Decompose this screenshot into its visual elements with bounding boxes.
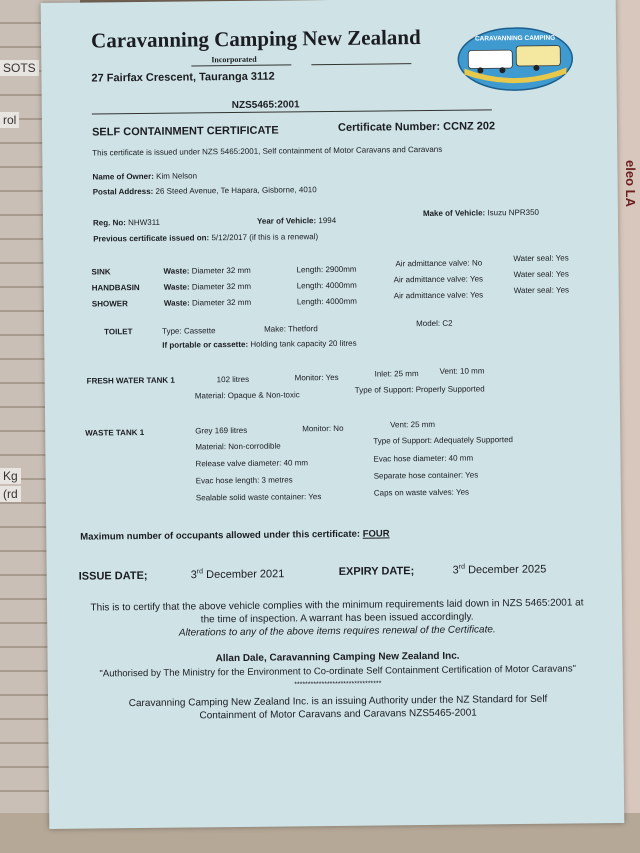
certificate-title: SELF CONTAINMENT CERTIFICATE <box>91 124 279 139</box>
background-label: SOTS <box>0 60 39 76</box>
org-title: Caravanning Camping New Zealand <box>90 25 421 53</box>
certify-line-3: Alterations to any of the above items requires renewal of the Certificate. <box>178 624 496 639</box>
background-label: Kg <box>0 468 21 484</box>
fixture-length: Length: 2900mm <box>296 264 357 275</box>
expiry-date-label: EXPIRY DATE; <box>338 565 415 578</box>
divider <box>311 63 411 65</box>
background-label: (rd <box>0 486 21 502</box>
fixture-air-valve: Air admittance valve: Yes <box>393 274 484 285</box>
fixture-waste: Waste: Diameter 32 mm <box>163 281 252 292</box>
authority-line-1: Caravanning Camping New Zealand Inc. is an issuing Authority under the NZ Standard for Self <box>128 693 548 710</box>
toilet-holding: If portable or cassette: Holding tank capacity 20 litres <box>162 338 357 350</box>
standard-label: NZS5465:2001 <box>231 99 300 112</box>
authority-line-2: Containment of Motor Caravans and Caravans NZS5465-2001 <box>199 707 477 722</box>
fixture-air-valve: Air admittance valve: Yes <box>393 290 484 301</box>
fresh-tank-monitor: Monitor: Yes <box>294 372 339 383</box>
certify-line-2: the time of inspection. A warrant has been issued accordingly. <box>200 611 474 626</box>
issue-date: 3rd December 2021 <box>190 568 285 582</box>
waste-tank-vent: Vent: 25 mm <box>390 419 436 430</box>
logo-text: CARAVANNING CAMPING <box>474 34 556 43</box>
fixture-waste: Waste: Diameter 32 mm <box>163 297 252 308</box>
owner-name: Name of Owner: Kim Nelson <box>92 171 198 182</box>
waste-tank-monitor: Monitor: No <box>302 423 344 434</box>
background-text: eleo LA <box>623 160 638 207</box>
certificate-sheet <box>41 0 625 829</box>
waste-tank-release: Release valve diameter: 40 mm <box>195 458 309 469</box>
authorisation-statement: "Authorised by The Ministry for the Environment to Co-ordinate Self Containment Certification of Motor Caravans" <box>99 663 577 680</box>
toilet-type: Type: Cassette <box>162 326 216 336</box>
fixture-water-seal: Water seal: Yes <box>513 269 569 280</box>
certificate-number: Certificate Number: CCNZ 202 <box>337 120 496 134</box>
asterisk-divider: ******************************** <box>294 680 382 689</box>
fixture-air-valve: Air admittance valve: No <box>395 258 483 269</box>
fixture-waste: Waste: Diameter 32 mm <box>163 265 251 276</box>
certify-line-1: This is to certify that the above vehicle complies with the minimum requirements laid down in NZS 5465:2001 at <box>90 597 584 614</box>
divider <box>191 64 291 66</box>
waste-tank-sealable: Sealable solid waste container: Yes <box>195 492 322 503</box>
fixture-name: SHOWER <box>91 299 128 309</box>
certificate-intro: This certificate is issued under NZS 5465:2001, Self containment of Motor Caravans and Caravans <box>92 144 443 158</box>
fresh-tank-support: Type of Support: Properly Supported <box>354 384 485 395</box>
signatory-name: Allan Dale, Caravanning Camping New Zealand Inc. <box>215 650 460 665</box>
fixture-length: Length: 4000mm <box>296 296 357 307</box>
waste-tank-material: Material: Non-corrodible <box>195 441 281 452</box>
fresh-tank-vent: Vent: 10 mm <box>439 366 485 376</box>
waste-tank-support: Type of Support: Adequately Supported <box>373 435 513 446</box>
vehicle-make: Make of Vehicle: Isuzu NPR350 <box>422 207 540 219</box>
org-address: 27 Fairfax Crescent, Tauranga 3112 <box>91 70 275 85</box>
waste-tank-caps: Caps on waste valves: Yes <box>373 487 470 498</box>
vehicle-reg: Reg. No: NHW311 <box>92 217 161 228</box>
max-occupants: Maximum number of occupants allowed under this certificate: FOUR <box>80 528 390 543</box>
toilet-make: Make: Thetford <box>264 324 318 334</box>
toilet-model: Model: C2 <box>416 318 453 329</box>
incorporated-label: Incorporated <box>211 54 257 65</box>
vehicle-year: Year of Vehicle: 1994 <box>256 215 337 226</box>
background-label: rol <box>0 112 19 128</box>
waste-tank-separate-container: Separate hose container: Yes <box>373 470 479 481</box>
expiry-date: 3rd December 2025 <box>452 563 547 577</box>
issue-date-label: ISSUE DATE; <box>78 569 148 583</box>
fresh-tank-label: FRESH WATER TANK 1 <box>86 375 175 386</box>
fresh-tank-inlet: Inlet: 25 mm <box>374 369 419 379</box>
fixture-name: HANDBASIN <box>91 283 140 293</box>
fixture-name: SINK <box>91 267 111 277</box>
waste-tank-label: WASTE TANK 1 <box>85 427 145 438</box>
waste-tank-evac-length: Evac hose length: 3 metres <box>195 475 293 486</box>
waste-tank-evac-diameter: Evac hose diameter: 40 mm <box>373 453 474 464</box>
toilet-label: TOILET <box>104 327 133 337</box>
caravan-logo-icon <box>456 25 575 92</box>
previous-certificate: Previous certificate issued on: 5/12/2017 (if this is a renewal) <box>93 232 319 244</box>
fixture-water-seal: Water seal: Yes <box>513 285 570 296</box>
fixture-water-seal: Water seal: Yes <box>513 253 569 264</box>
fixture-length: Length: 4000mm <box>296 280 357 291</box>
owner-postal: Postal Address: 26 Steed Avenue, Te Hapara, Gisborne, 4010 <box>92 185 317 197</box>
fresh-tank-material: Material: Opaque & Non-toxic <box>194 390 300 401</box>
fresh-tank-capacity: 102 litres <box>216 374 250 385</box>
waste-tank-capacity: Grey 169 litres <box>195 425 248 436</box>
